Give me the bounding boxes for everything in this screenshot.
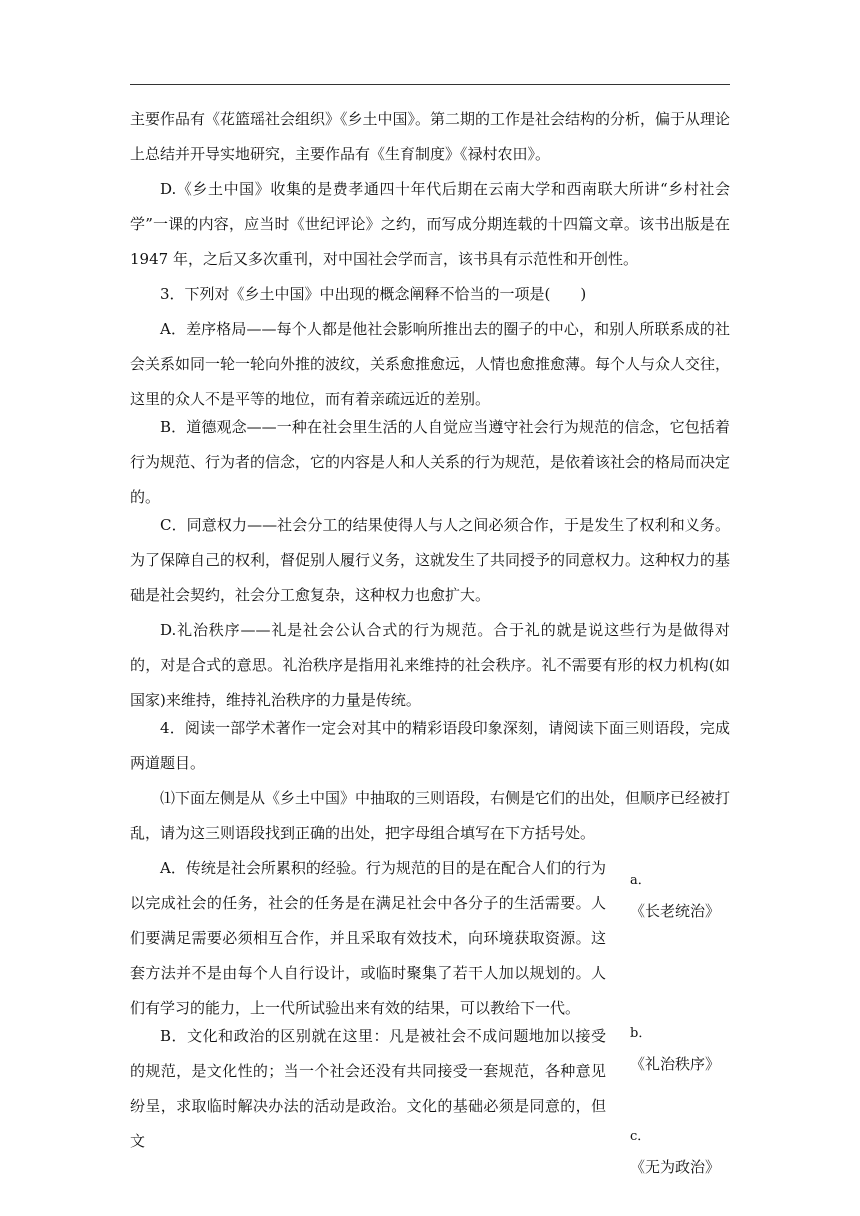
paragraph-continuation: 主要作品有《花篮瑶社会组织》《乡土中国》。第二期的工作是社会结构的分析，偏于从理论上总结并开导实地研究，主要作品有《生育制度》《禄村农田》。 [130, 110, 731, 163]
paragraph-option-d: D.《乡土中国》收集的是费孝通四十年代后期在云南大学和西南联大所讲“乡村社会学”一课的内容，应当时《世纪评论》之约，而写成分期连载的十四篇文章。该书出版是在 1947 年，之后又多次重刊，对中国社会学而言，该书具有示范性和开创性。 [130, 180, 730, 268]
question-3-stem: 3．下列对《乡土中国》中出现的概念阐释不恰当的一项是( ) [160, 285, 587, 303]
source-option-letter: a． [630, 873, 651, 888]
source-option-title: 《无为政治》 [630, 1158, 721, 1176]
question-3-option-c: C．同意权力——社会分工的结果使得人与人之间必须合作，于是发生了权利和义务。为了保障自己的权利，督促别人履行义务，这就发生了共同授予的同意权力。这种权力的基础是社会契约，社会分工愈复杂，这种权力也愈扩大。 [130, 516, 731, 604]
source-option-title: 《长老统治》 [630, 902, 721, 920]
source-option-title: 《礼治秩序》 [630, 1055, 721, 1073]
source-option-c [630, 1122, 720, 1182]
question-4-stem: 4．阅读一部学术著作一定会对其中的精彩语段印象深刻，请阅读下面三则语段，完成两道题目。 [130, 719, 730, 772]
question-4-part-1: ⑴下面左侧是从《乡土中国》中抽取的三则语段，右侧是它们的出处，但顺序已经被打乱，请为这三则语段找到正确的出处，把字母组合填写在下方括号处。 [130, 789, 731, 842]
question-3-option-b: B．道德观念——一种在社会里生活的人自觉应当遵守社会行为规范的信念，它包括着行为规范、行为者的信念，它的内容是人和人关系的行为规范，是依着该社会的格局而决定的。 [130, 418, 731, 506]
source-option-letter: c． [630, 1129, 651, 1144]
source-option-letter: b． [630, 1026, 652, 1041]
source-option-b [630, 1019, 720, 1079]
passage-b: B．文化和政治的区别就在这里：凡是被社会不成问题地加以接受的规范，是文化性的；当一个社会还没有共同接受一套规范，各种意见纷呈，求取临时解决办法的活动是政治。文化的基础必须是同意的，但文 [130, 1027, 606, 1150]
header-rule [130, 84, 730, 85]
question-3-option-d: D.礼治秩序——礼是社会公认合式的行为规范。合于礼的就是说这些行为是做得对的，对是合式的意思。礼治秩序是指用礼来维持的社会秩序。礼不需要有形的权力机构(如国家)来维持，维持礼治秩序的力量是传统。 [130, 621, 730, 709]
passage-a: A．传统是社会所累积的经验。行为规范的目的是在配合人们的行为以完成社会的任务，社会的任务是在满足社会中各分子的生活需要。人们要满足需要必须相互合作，并且采取有效技术，向环境获取资源。这套方法并不是由每个人自行设计，或临时聚集了若干人加以规划的。人们有学习的能力，上一代所试验出来有效的结果，可以教给下一代。 [130, 859, 606, 1017]
question-3-option-a: A．差序格局——每个人都是他社会影响所推出去的圈子的中心，和别人所联系成的社会关系如同一轮一轮向外推的波纹，关系愈推愈远，人情也愈推愈薄。每个人与众人交往，这里的众人不是平等的地位，而有着亲疏远近的差别。 [130, 320, 731, 408]
source-option-a [630, 866, 720, 926]
